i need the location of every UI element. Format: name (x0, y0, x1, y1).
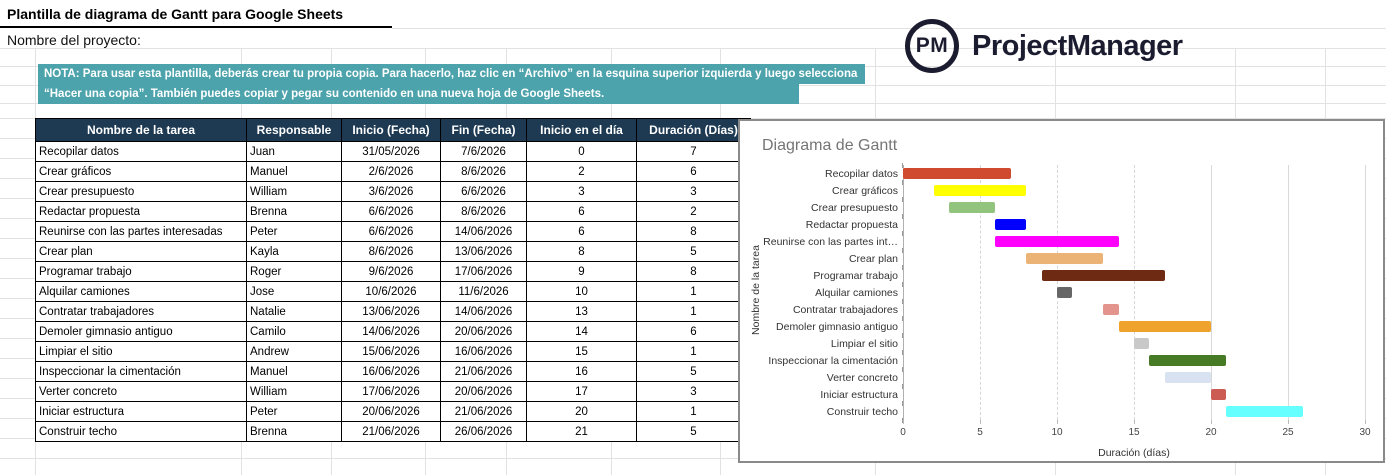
column-header-4[interactable]: Fin (Fecha) (441, 119, 527, 142)
table-cell[interactable]: 20/06/2026 (441, 382, 527, 402)
gantt-bar (1134, 338, 1149, 349)
table-cell[interactable]: 8/6/2026 (441, 202, 527, 222)
table-cell[interactable]: Camilo (247, 322, 342, 342)
chart-task-label: Redactar propuesta (805, 218, 898, 231)
x-axis-tick (1057, 420, 1058, 424)
chart-task-label: Inspeccionar la cimentación (768, 354, 898, 367)
table-cell[interactable]: 8/6/2026 (441, 162, 527, 182)
table-cell[interactable]: 13/06/2026 (342, 302, 441, 322)
x-axis-tick-label: 0 (900, 427, 906, 438)
gantt-bar (1057, 287, 1072, 298)
y-axis-tick (902, 350, 903, 355)
x-axis-tick (903, 420, 904, 424)
chart-task-label: Iniciar estructura (820, 388, 898, 401)
table-cell[interactable]: Programar trabajo (36, 262, 247, 282)
table-cell[interactable]: 3 (527, 182, 637, 202)
table-cell[interactable]: 31/05/2026 (342, 142, 441, 162)
chart-y-axis-title: Nombre de la tarea (750, 245, 762, 335)
table-cell[interactable]: Manuel (247, 162, 342, 182)
chart-plot-area (903, 165, 1365, 420)
table-cell[interactable]: 2 (527, 162, 637, 182)
y-axis-tick (902, 299, 903, 304)
table-cell[interactable]: 0 (527, 142, 637, 162)
table-cell[interactable]: Peter (247, 402, 342, 422)
y-axis-tick (902, 282, 903, 287)
chart-task-label: Verter concreto (826, 371, 898, 384)
table-row (36, 302, 751, 322)
table-cell[interactable]: William (247, 182, 342, 202)
pm-monogram-icon: PM (905, 19, 959, 73)
project-name-label[interactable]: Nombre del proyecto: (7, 32, 141, 48)
column-header-5[interactable]: Inicio en el día (527, 119, 637, 142)
table-cell[interactable]: Jose (247, 282, 342, 302)
gantt-bar (995, 236, 1118, 247)
table-cell[interactable]: 13 (527, 302, 637, 322)
table-cell[interactable]: 8/6/2026 (342, 242, 441, 262)
table-row (36, 422, 751, 442)
y-axis-tick (902, 333, 903, 338)
x-axis-tick-label: 5 (977, 427, 983, 438)
table-cell[interactable]: 6 (637, 322, 751, 342)
table-cell[interactable]: 21/06/2026 (441, 402, 527, 422)
table-cell[interactable]: Redactar propuesta (36, 202, 247, 222)
table-cell[interactable]: Peter (247, 222, 342, 242)
table-cell[interactable]: William (247, 382, 342, 402)
x-axis-tick-label: 10 (1051, 427, 1063, 438)
x-axis-tick-label: 30 (1359, 427, 1371, 438)
table-row (36, 402, 751, 422)
table-cell[interactable]: 21/06/2026 (441, 362, 527, 382)
table-cell[interactable]: Crear presupuesto (36, 182, 247, 202)
y-axis-tick (902, 197, 903, 202)
table-cell[interactable]: 26/06/2026 (441, 422, 527, 442)
column-header-3[interactable]: Inicio (Fecha) (342, 119, 441, 142)
table-cell[interactable]: Construir techo (36, 422, 247, 442)
table-cell[interactable]: Brenna (247, 202, 342, 222)
table-cell[interactable]: 16 (527, 362, 637, 382)
y-axis-tick (902, 248, 903, 253)
gantt-bar (1103, 304, 1118, 315)
table-cell[interactable]: 17 (527, 382, 637, 402)
table-cell[interactable]: 16/06/2026 (342, 362, 441, 382)
table-cell[interactable]: 14/06/2026 (441, 222, 527, 242)
table-cell[interactable]: 14/06/2026 (441, 302, 527, 322)
table-cell[interactable]: Demoler gimnasio antiguo (36, 322, 247, 342)
chart-title: Diagrama de Gantt (762, 137, 898, 154)
table-cell[interactable]: 6 (527, 202, 637, 222)
table-cell[interactable]: 1 (637, 282, 751, 302)
table-cell[interactable]: 5 (637, 422, 751, 442)
note-line-1: NOTA: Para usar esta plantilla, deberás crear tu propia copia. Para hacerlo, haz clic en “Archivo” en la esquina superior izquierda y luego selecciona (38, 64, 865, 84)
chart-task-label: Construir techo (826, 405, 898, 418)
table-cell[interactable]: 15/06/2026 (342, 342, 441, 362)
table-cell[interactable]: 20/06/2026 (342, 402, 441, 422)
chart-gridline (1288, 165, 1289, 420)
table-row (36, 362, 751, 382)
table-row (36, 202, 751, 222)
table-cell[interactable]: 3 (637, 182, 751, 202)
table-cell[interactable]: Verter concreto (36, 382, 247, 402)
title-underline (0, 26, 392, 28)
table-cell[interactable]: Manuel (247, 362, 342, 382)
y-axis-tick (902, 231, 903, 236)
table-cell[interactable]: Crear plan (36, 242, 247, 262)
y-axis-tick (902, 163, 903, 168)
table-cell[interactable]: 20/06/2026 (441, 322, 527, 342)
note-box[interactable] (38, 64, 865, 104)
chart-task-label: Crear presupuesto (811, 201, 898, 214)
table-row (36, 222, 751, 242)
chart-gridline (1134, 165, 1135, 420)
table-cell[interactable]: 5 (637, 362, 751, 382)
y-axis-tick (902, 265, 903, 270)
chart-task-label: Crear plan (848, 252, 898, 265)
table-cell[interactable]: 5 (637, 242, 751, 262)
table-row (36, 162, 751, 182)
note-line-2: “Hacer una copia”. También puedes copiar y pegar su contenido en una nueva hoja de Google Sheets. (38, 84, 799, 104)
chart-gridline (1211, 165, 1212, 420)
y-axis-tick (902, 316, 903, 321)
chart-gridline (1365, 165, 1366, 420)
table-cell[interactable]: 14 (527, 322, 637, 342)
y-axis-tick (902, 367, 903, 372)
table-cell[interactable]: 6/6/2026 (342, 222, 441, 242)
table-cell[interactable]: 8 (637, 262, 751, 282)
table-cell[interactable]: 17/06/2026 (441, 262, 527, 282)
table-cell[interactable]: 10/6/2026 (342, 282, 441, 302)
table-cell[interactable]: 2/6/2026 (342, 162, 441, 182)
table-cell[interactable]: 1 (637, 402, 751, 422)
x-axis-tick-label: 20 (1205, 427, 1217, 438)
table-cell[interactable]: 21/06/2026 (342, 422, 441, 442)
table-cell[interactable]: 6 (637, 162, 751, 182)
column-header-2[interactable]: Responsable (247, 119, 342, 142)
gantt-bar (1149, 355, 1226, 366)
table-row (36, 382, 751, 402)
chart-task-label: Contratar trabajadores (792, 303, 898, 316)
gridline-h (392, 28, 1386, 29)
table-row (36, 282, 751, 302)
gantt-bar (1165, 372, 1211, 383)
x-axis-tick (1365, 420, 1366, 424)
chart-gridline (903, 165, 904, 420)
table-row (36, 322, 751, 342)
chart-x-axis-title: Duración (días) (1098, 447, 1170, 459)
x-axis-tick (1288, 420, 1289, 424)
table-cell[interactable]: 13/06/2026 (441, 242, 527, 262)
table-cell[interactable]: Alquilar camiones (36, 282, 247, 302)
table-cell[interactable]: 17/06/2026 (342, 382, 441, 402)
column-header-6[interactable]: Duración (Días) (637, 119, 751, 142)
x-axis-tick (1134, 420, 1135, 424)
gantt-bar (1226, 406, 1303, 417)
table-cell[interactable]: Inspeccionar la cimentación (36, 362, 247, 382)
column-header-1[interactable]: Nombre de la tarea (36, 119, 247, 142)
gantt-bar (1119, 321, 1211, 332)
sheet-title: Plantilla de diagrama de Gantt para Google Sheets (7, 6, 344, 22)
table-cell[interactable]: 10 (527, 282, 637, 302)
table-cell[interactable]: 8 (637, 222, 751, 242)
table-cell[interactable]: Crear gráficos (36, 162, 247, 182)
table-cell[interactable]: 7 (637, 142, 751, 162)
table-cell[interactable]: 2 (637, 202, 751, 222)
table-cell[interactable]: 11/6/2026 (441, 282, 527, 302)
table-cell[interactable]: Juan (247, 142, 342, 162)
table-cell[interactable]: Reunirse con las partes interesadas (36, 222, 247, 242)
table-cell[interactable]: 8 (527, 242, 637, 262)
table-cell[interactable]: 6/6/2026 (342, 202, 441, 222)
table-cell[interactable]: 14/06/2026 (342, 322, 441, 342)
gantt-bar (1042, 270, 1165, 281)
task-table (35, 118, 751, 442)
table-cell[interactable]: Limpiar el sitio (36, 342, 247, 362)
table-cell[interactable]: Andrew (247, 342, 342, 362)
x-axis-tick-label: 15 (1128, 427, 1140, 438)
table-cell[interactable]: Roger (247, 262, 342, 282)
projectmanager-logo (905, 19, 1183, 73)
table-cell[interactable]: Iniciar estructura (36, 402, 247, 422)
table-cell[interactable]: 21 (527, 422, 637, 442)
chart-task-label: Reunirse con las partes int… (763, 235, 898, 248)
table-row (36, 342, 751, 362)
gantt-bar (949, 202, 995, 213)
table-cell[interactable]: 3/6/2026 (342, 182, 441, 202)
table-cell[interactable]: 3 (637, 382, 751, 402)
brand-name: ProjectManager (972, 29, 1183, 62)
table-cell[interactable]: 6 (527, 222, 637, 242)
y-axis-tick (902, 401, 903, 406)
table-cell[interactable]: 15 (527, 342, 637, 362)
table-cell[interactable]: 6/6/2026 (441, 182, 527, 202)
table-row (36, 182, 751, 202)
gantt-bar (934, 185, 1026, 196)
table-row (36, 142, 751, 162)
table-row (36, 262, 751, 282)
table-cell[interactable]: Recopilar datos (36, 142, 247, 162)
table-cell[interactable]: 1 (637, 302, 751, 322)
chart-task-label: Alquilar camiones (815, 286, 898, 299)
table-header-row (36, 119, 751, 142)
gantt-bar (995, 219, 1026, 230)
table-cell[interactable]: Kayla (247, 242, 342, 262)
table-cell[interactable]: Contratar trabajadores (36, 302, 247, 322)
table-cell[interactable]: Natalie (247, 302, 342, 322)
gantt-bar (1026, 253, 1103, 264)
table-cell[interactable]: Brenna (247, 422, 342, 442)
y-axis-tick (902, 214, 903, 219)
table-cell[interactable]: 9/6/2026 (342, 262, 441, 282)
chart-task-label: Demoler gimnasio antiguo (776, 320, 898, 333)
y-axis-tick (902, 384, 903, 389)
x-axis-tick (980, 420, 981, 424)
chart-task-label: Programar trabajo (813, 269, 898, 282)
x-axis-tick (1211, 420, 1212, 424)
chart-task-label: Crear gráficos (832, 184, 898, 197)
gantt-bar (1211, 389, 1226, 400)
chart-task-label: Recopilar datos (825, 167, 898, 180)
gantt-chart-container[interactable] (738, 119, 1385, 463)
table-cell[interactable]: 20 (527, 402, 637, 422)
gantt-bar (903, 168, 1011, 179)
table-cell[interactable]: 7/6/2026 (441, 142, 527, 162)
y-axis-tick (902, 180, 903, 185)
chart-task-label: Limpiar el sitio (830, 337, 898, 350)
table-row (36, 242, 751, 262)
table-cell[interactable]: 16/06/2026 (441, 342, 527, 362)
table-cell[interactable]: 9 (527, 262, 637, 282)
table-cell[interactable]: 1 (637, 342, 751, 362)
x-axis-tick-label: 25 (1282, 427, 1294, 438)
